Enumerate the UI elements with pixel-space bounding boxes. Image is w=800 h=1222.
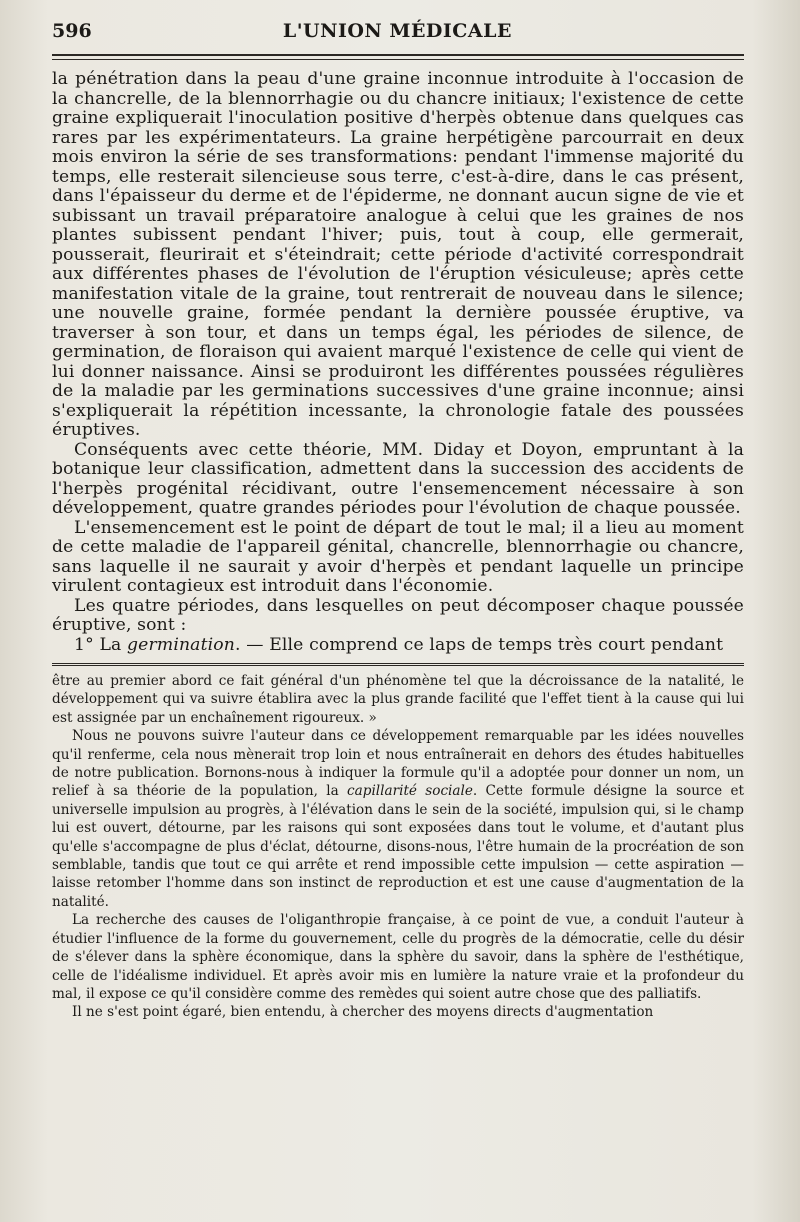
main-text [52,70,744,655]
page-number: 596 [52,20,92,42]
header-rule-thin [52,59,744,60]
paragraph-1: la pénétration dans la peau d'une graine inconnue introduite à l'occasion de la chancrelle, de la blennorrhagie ou du chancre initiaux; l'existence de cette graine expliquerait l'inoculation positive d'herpès obtenue dans quelques cas rares par les expérimentateurs. La graine herpétigène parcourrait en deux mois environ la série de ses transformations: pendant l'immense majorité du temps, elle resterait silencieuse sous terre, c'est-à-dire, dans le cas présent, dans l'épaisseur du derme et de l'épiderme, ne donnant aucun signe de vie et subissant un travail préparatoire analogue à celui que les graines de nos plantes subissent pendant l'hiver; puis, tout à coup, elle germerait, pousserait, fleurirait et s'éteindrait; cette période d'activité correspondrait aux différentes phases de l'évolution de l'éruption vésiculeuse; après cette manifestation vitale de la graine, tout rentrerait de nouveau dans le silence; une nouvelle graine, formée pendant la dernière poussée éruptive, va traverser à son tour, et dans un temps égal, les périodes de silence, de germination, de floraison qui avaient marqué l'existence de celle qui vient de lui donner naissance. Ainsi se produiront les différentes poussées régulières de la maladie par les germinations successives d'une graine inconnue; ainsi s'expliquerait la répétition incessante, la chronologie fatale des poussées éruptives. [52,69,744,440]
header-rule-thick [52,54,744,56]
journal-title: L'UNION MÉDICALE [282,20,512,42]
note-paragraph-4: Il ne s'est point égaré, bien entendu, à chercher des moyens directs d'augmentation [72,1004,654,1021]
paragraph-5 [52,636,744,656]
note-paragraph-1: être au premier abord ce fait général d'un phénomène tel que la décroissance de la natalité, le développement qui va suivre établira avec la plus grande facilité que l'effet tient à la cause qui lui est assignée par un enchaînement rigoureux. » [52,673,744,726]
footnote-separator [52,663,744,666]
note-2-text-b: . Cette formule désigne la source et universelle impulsion au progrès, à l'élévation dans le sein de la société, impulsion qui, si le champ lui est ouvert, détourne, par les raisons qui sont exposées dans tout le volume, et d'autant plus qu'elle s'accompagne de plus d'éclat, détourne, disons-nous, l'être humain de la procréation de son semblable, tandis que tout ce qui arrête et rend impossible cette impulsion — cette aspiration — laisse retomber l'homme dans son instinct de reproduction et est une cause d'augmentation de la natalité. [52,783,744,910]
footnotes [52,672,744,1022]
running-head [52,20,744,50]
note-2-term: capillarité sociale [347,783,473,800]
note-paragraph-2 [52,727,744,911]
paragraph-2: Conséquents avec cette théorie, MM. Diday et Doyon, empruntant à la botanique leur classification, admettent dans la succession des accidents de l'herpès progénital récidivant, outre l'ensemencement nécessaire à son développement, quatre grandes périodes pour l'évolution de chaque poussée. [52,439,744,518]
paragraph-5-text: . — Elle comprend ce laps de temps très court pendant [235,634,724,655]
paragraph-4: Les quatre périodes, dans lesquelles on peut décomposer chaque poussée éruptive, sont : [52,595,744,635]
note-paragraph-3: La recherche des causes de l'oliganthropie française, à ce point de vue, a conduit l'auteur à étudier l'influence de la forme du gouvernement, celle du progrès de la démocratie, celle du désir de s'élever dans la sphère économique, dans la sphère du savoir, dans la sphère de l'esthétique, celle de l'idéalisme individuel. Et après avoir mis en lumière la nature vraie et la profondeur du mal, il expose ce qu'il considère comme des remèdes qui soient autre chose que des palliatifs. [52,912,744,1002]
paragraph-5-prefix: 1° La [74,634,128,655]
paragraph-5-term: germination [127,634,236,655]
paragraph-3: L'ensemencement est le point de départ de tout le mal; il a lieu au moment de cette maladie de l'appareil génital, chancrelle, blennorrhagie ou chancre, sans laquelle il ne saurait y avoir d'herpès et pendant laquelle un principe virulent contagieux est introduit dans l'économie. [52,517,744,596]
note-2-text-a: Nous ne pouvons suivre l'auteur dans ce développement remarquable par les idées nouvelles qu'il renferme, cela nous mènerait trop loin et nous entraînerait en dehors des études habituelles de notre publication. Bornons-nous à indiquer la formule qu'il a adoptée pour donner un nom, un relief à sa théorie de la population, la [52,728,744,800]
